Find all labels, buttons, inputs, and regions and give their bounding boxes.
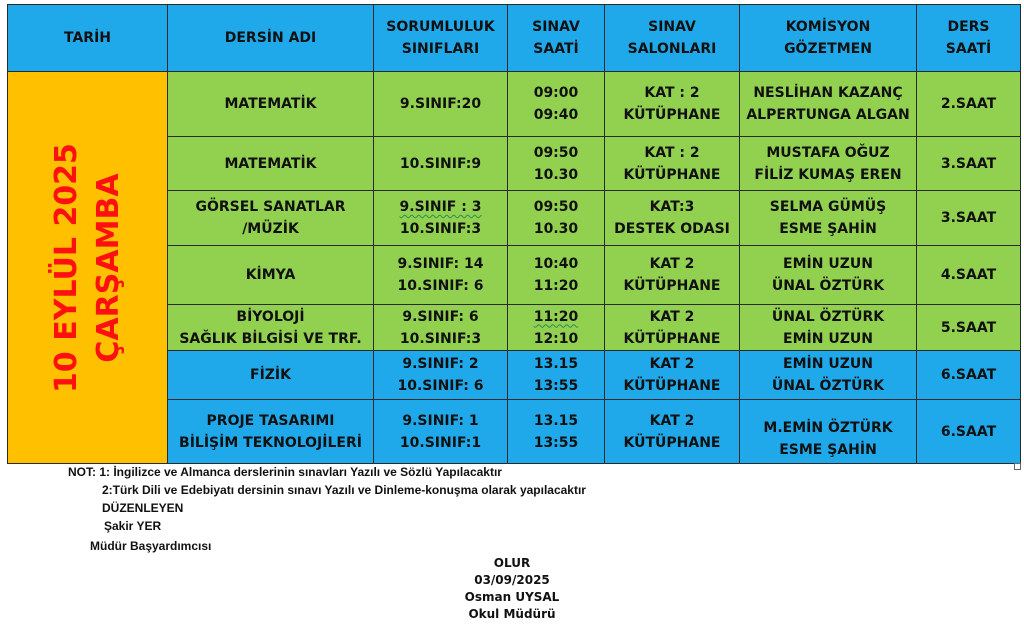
lesson-period: 6.SAAT	[917, 351, 1021, 400]
course-name: MATEMATİK	[168, 72, 374, 137]
proctors: EMİN UZUN ÜNAL ÖZTÜRK	[740, 351, 917, 400]
exam-time: 10:40 11:20	[508, 246, 605, 305]
note-2: 2:Türk Dili ve Edebiyatı dersinin sınavı Yazılı ve Dinleme-konuşma olarak yapılacaktır	[102, 483, 586, 497]
exam-room: KAT : 2 KÜTÜPHANE	[605, 72, 740, 137]
proctors: ÜNAL ÖZTÜRK EMİN UZUN	[740, 305, 917, 351]
class-list: 9.SINIF : 3 10.SINIF:3	[374, 191, 508, 246]
lesson-period: 4.SAAT	[917, 246, 1021, 305]
exam-date-cell	[8, 72, 168, 464]
header-saat: SINAV SAATİ	[508, 5, 605, 72]
course-name: KİMYA	[168, 246, 374, 305]
header-sorumluluk: SORUMLULUK SINIFLARI	[374, 5, 508, 72]
class-list: 10.SINIF:9	[374, 137, 508, 191]
table-row	[8, 72, 1021, 137]
prepared-by-label: DÜZENLEYEN	[102, 501, 184, 515]
notes-block	[68, 463, 586, 555]
exam-schedule-table	[7, 4, 1021, 464]
proctors: NESLİHAN KAZANÇ ALPERTUNGA ALGAN	[740, 72, 917, 137]
lesson-period: 3.SAAT	[917, 191, 1021, 246]
approval-date: 03/09/2025	[474, 573, 550, 587]
approval-title: Okul Müdürü	[468, 607, 556, 621]
class-list: 9.SINIF:20	[374, 72, 508, 137]
course-name: FİZİK	[168, 351, 374, 400]
exam-time: 13.15 13:55	[508, 351, 605, 400]
header-row	[8, 5, 1021, 72]
exam-time: 09:50 10.30	[508, 137, 605, 191]
header-komisyon: KOMİSYON GÖZETMEN	[740, 5, 917, 72]
exam-room: KAT 2 KÜTÜPHANE	[605, 400, 740, 464]
exam-room: KAT 2 KÜTÜPHANE	[605, 351, 740, 400]
exam-room: KAT : 2 KÜTÜPHANE	[605, 137, 740, 191]
lesson-period: 5.SAAT	[917, 305, 1021, 351]
header-ders: DERSİN ADI	[168, 5, 374, 72]
exam-room: KAT 2 KÜTÜPHANE	[605, 246, 740, 305]
lesson-period: 6.SAAT	[917, 400, 1021, 464]
header-tarih: TARİH	[8, 5, 168, 72]
exam-room: KAT:3 DESTEK ODASI	[605, 191, 740, 246]
class-list: 9.SINIF: 1 10.SINIF:1	[374, 400, 508, 464]
exam-time: 13.15 13:55	[508, 400, 605, 464]
course-name: PROJE TASARIMI BİLİŞİM TEKNOLOJİLERİ	[168, 400, 374, 464]
header-ders-saati: DERS SAATİ	[917, 5, 1021, 72]
lesson-period: 2.SAAT	[917, 72, 1021, 137]
exam-room: KAT 2 KÜTÜPHANE	[605, 305, 740, 351]
exam-day: ÇARŞAMBA	[90, 172, 126, 363]
course-name: BİYOLOJİ SAĞLIK BİLGİSİ VE TRF.	[168, 305, 374, 351]
proctors: EMİN UZUN ÜNAL ÖZTÜRK	[740, 246, 917, 305]
proctors: MUSTAFA OĞUZ FİLİZ KUMAŞ EREN	[740, 137, 917, 191]
lesson-period: 3.SAAT	[917, 137, 1021, 191]
header-salon: SINAV SALONLARI	[605, 5, 740, 72]
exam-time: 09:50 10.30	[508, 191, 605, 246]
class-list: 9.SINIF: 14 10.SINIF: 6	[374, 246, 508, 305]
exam-time: 09:00 09:40	[508, 72, 605, 137]
approval-name: Osman UYSAL	[464, 590, 560, 604]
prepared-by-title: Müdür Başyardımcısı	[90, 539, 212, 553]
exam-date: 10 EYLÜL 2025	[48, 142, 84, 393]
resize-handle[interactable]	[1014, 463, 1021, 470]
exam-time: 11:20 12:10	[508, 305, 605, 351]
proctors: SELMA GÜMÜŞ ESME ŞAHİN	[740, 191, 917, 246]
prepared-by-name: Şakir YER	[104, 519, 162, 533]
class-list: 9.SINIF: 2 10.SINIF: 6	[374, 351, 508, 400]
proctors: M.EMİN ÖZTÜRK ESME ŞAHİN	[740, 400, 917, 464]
course-name: MATEMATİK	[168, 137, 374, 191]
class-list: 9.SINIF: 6 10.SINIF:3	[374, 305, 508, 351]
approval-block	[412, 555, 612, 623]
course-name: GÖRSEL SANATLAR /MÜZİK	[168, 191, 374, 246]
approval-olur: OLUR	[493, 556, 531, 570]
note-1: NOT: 1: İngilizce ve Almanca derslerinin sınavları Yazılı ve Sözlü Yapılacaktır	[68, 465, 502, 479]
